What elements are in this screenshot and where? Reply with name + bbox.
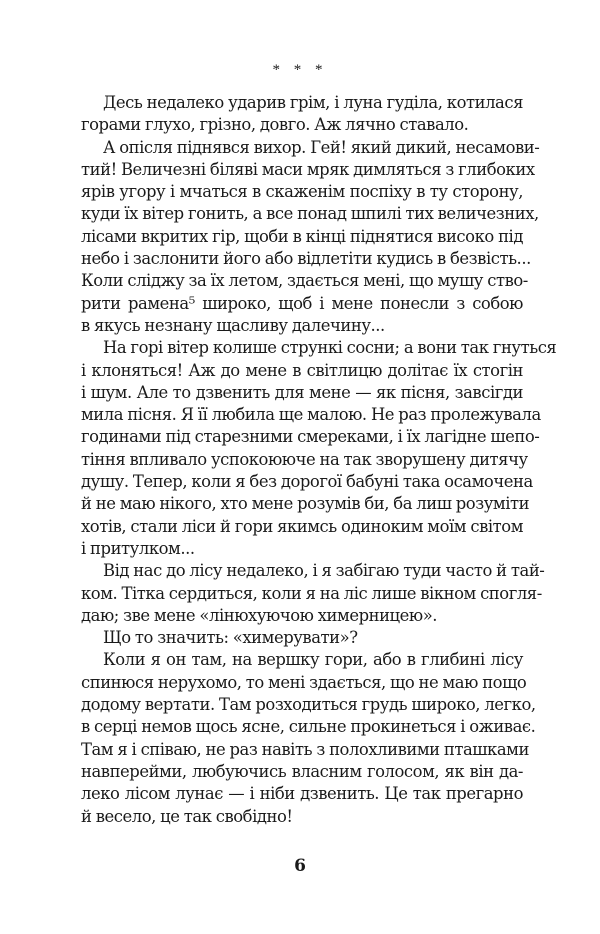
- text-line: хотів, стали ліси й гори якимсь одиноким моїм світом: [81, 516, 523, 536]
- text-line: мила пісня. Я її любила ще малою. Не раз пролежувала: [81, 405, 541, 425]
- text-line: додому вертати. Там розходиться грудь широко, легко,: [81, 695, 536, 715]
- text-line: спинюся нерухомо, то мені здається, що не маю пощо: [81, 672, 527, 692]
- text-line: ком. Тітка сердиться, коли я на ліс лише вікном спогля-: [81, 583, 542, 603]
- text-line: в серці немов щось ясне, сильне прокинеться і оживає.: [81, 717, 536, 737]
- text-line: небо і заслонити його або відлетіти кудись в безвість...: [81, 249, 531, 269]
- text-line: в якусь незнану щасливу далечину...: [81, 315, 385, 335]
- text-line: тий! Величезні біляві маси мряк димляться з глибоких: [81, 159, 535, 179]
- body-text: [81, 92, 557, 828]
- text-line: навперейми, любуючись власним голосом, як він да-: [81, 761, 523, 781]
- paragraph-first-line: А опісля піднявся вихор. Гей! який дикий, несамови-: [103, 137, 540, 157]
- text-line: і притулком...: [81, 538, 195, 558]
- text-line: даю; зве мене «лінюхуючою химерницею».: [81, 605, 438, 625]
- paragraph-first-line: Десь недалеко ударив грім, і луна гуділа, котилася: [103, 93, 523, 112]
- text-line: Коли сліджу за їх летом, здається мені, що мушу ство-: [81, 271, 528, 291]
- text-line: лісами вкритих гір, щоби в кінці піднятися високо під: [81, 226, 523, 246]
- text-line: куди їх вітер гонить, а все понад шпилі тих величезних,: [81, 204, 539, 224]
- text-line: і клоняться! Аж до мене в світлицю долітає їх стогін: [81, 360, 523, 380]
- text-line: рити рамена⁵ широко, щоб і мене понесли з собою: [81, 293, 523, 313]
- section-separator: * * *: [272, 62, 328, 78]
- text-line: й не маю нікого, хто мене розумів би, ба лиш розуміти: [81, 494, 530, 514]
- text-line: душу. Тепер, коли я без дорогої бабуні така осамочена: [81, 472, 533, 492]
- paragraph-first-line: Від нас до лісу недалеко, і я забігаю туди часто й тай-: [103, 561, 545, 581]
- text-line: і шум. Але то дзвенить для мене — як пісня, завсігди: [81, 382, 523, 402]
- paragraph-first-line: Коли я он там, на вершку гори, або в глибині лісу: [103, 650, 523, 670]
- text-line: Там я і співаю, не раз навіть з полохливими пташками: [81, 739, 529, 759]
- text-line: годинами під старезними смереками, і їх лагідне шепо-: [81, 427, 540, 447]
- text-line: леко лісом лунає — і ніби дзвенить. Це так прегарно: [81, 784, 523, 804]
- paragraph-first-line: На горі вітер колише стрункі сосни; а вони так гнуться: [103, 338, 557, 358]
- paragraph-first-line: Що то значить: «химерувати»?: [103, 628, 358, 648]
- text-line: тіння впливало успокоююче на так зворушену дитячу: [81, 449, 528, 469]
- text-line: горами глухо, грізно, довго. Аж лячно ставало.: [81, 115, 469, 135]
- text-line: ярів угору і мчаться в скаженім поспіху в ту сторону,: [81, 182, 523, 202]
- text-line: й весело, це так свобідно!: [81, 806, 293, 826]
- page-number: 6: [294, 856, 306, 876]
